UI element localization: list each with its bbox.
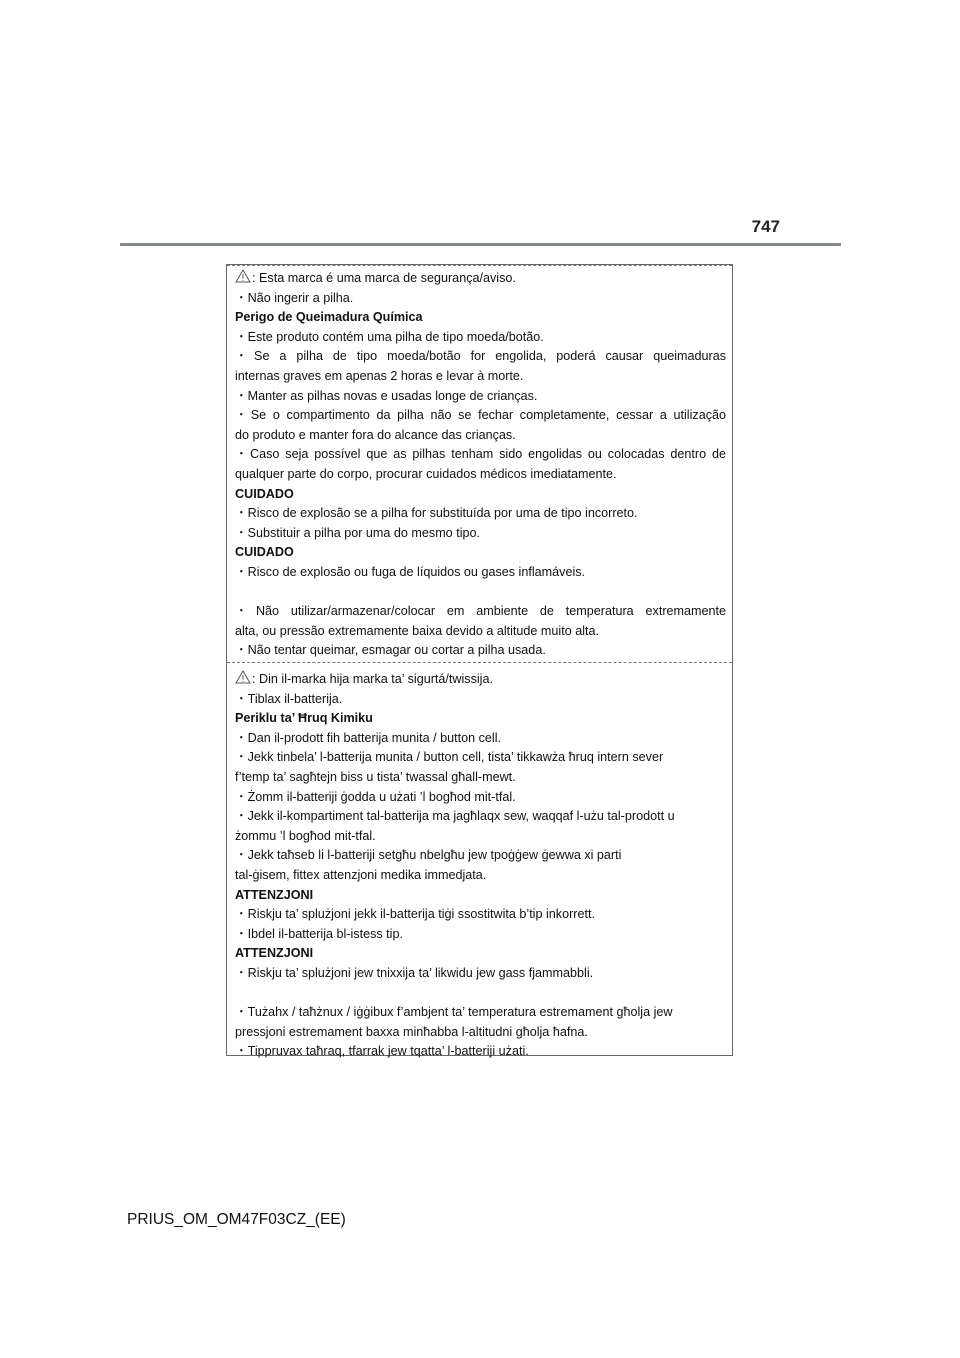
mt-explosion-incorrect: ・ Riskju ta’ splużjoni jekk il-batterija tiġi ssostitwita b’tip inkorrett. <box>235 905 726 925</box>
pt-swallowed-line-2: qualquer parte do corpo, procurar cuidados médicos imediatamente. <box>235 466 617 481</box>
warning-triangle-icon <box>235 670 251 684</box>
mt-compartment-line-1: ・ Jekk il-kompartiment tal-batterija ma jagħlaqx sew, waqqaf l-użu tal-prodott u <box>235 807 726 827</box>
pt-caution-heading-1: CUIDADO <box>235 486 294 501</box>
mt-swallowed-line-1: ・ Jekk taħseb li l-batteriji setgħu nbelgħu jew tpoġġew ġewwa xi parti <box>235 846 726 866</box>
mt-no-burn: ・ Tippruvax taħraq, tfarrak jew tqatta’ l-batteriji użati. <box>235 1042 726 1062</box>
mt-replace-same: ・ Ibdel il-batterija bl-istess tip. <box>235 925 726 945</box>
pt-compartment-line-1: ・ Se o compartimento da pilha não se fechar completamente, cessar a utilização <box>235 406 726 426</box>
pt-icon-note-line <box>235 269 726 289</box>
pt-no-ingest: ・ Não ingerir a pilha. <box>235 289 726 309</box>
mt-temperature-line-1: ・ Tużahx / taħżnux / iġġibux f’ambjent ta’ temperatura estremament għolja jew <box>235 1003 726 1023</box>
mt-icon-note: : Din il-marka hija marka ta’ sigurtá/twissija. <box>252 672 493 686</box>
mt-coin-cell: ・ Dan il-prodott fih batterija munita / button cell. <box>235 729 726 749</box>
pt-swallowed-line-1: ・ Caso seja possível que as pilhas tenham sido engolidas ou colocadas dentro de <box>235 445 726 465</box>
pt-keep-away: ・ Manter as pilhas novas e usadas longe de crianças. <box>235 387 726 407</box>
battery-warning-box <box>226 264 733 1059</box>
pt-no-burn: ・ Não tentar queimar, esmagar ou cortar a pilha usada. <box>235 641 726 661</box>
mt-caution-heading-1: ATTENZJONI <box>235 887 314 902</box>
pt-spacer <box>235 583 726 603</box>
mt-caution-heading-2: ATTENZJONI <box>235 946 314 961</box>
pt-swallow-line-2: internas graves em apenas 2 horas e levar à morte. <box>235 368 524 383</box>
pt-temperature-line-1: ・ Não utilizar/armazenar/colocar em ambiente de temperatura extremamente <box>235 602 726 622</box>
pt-replace-same: ・ Substituir a pilha por uma do mesmo tipo. <box>235 524 726 544</box>
maltese-section <box>235 670 726 1062</box>
pt-caution-heading-2: CUIDADO <box>235 545 294 560</box>
mt-icon-note-line <box>235 670 726 690</box>
warning-triangle-icon <box>235 269 251 283</box>
mt-keep-away: ・ Żomm il-batteriji ġodda u użati ’l bogħod mit-tfal. <box>235 788 726 808</box>
portuguese-section <box>235 269 726 661</box>
mt-swallow-line-2: f’temp ta’ sagħtejn biss u tista’ twassal għall-mewt. <box>235 769 516 784</box>
mt-heading-chemical-burn: Periklu ta’ Ħruq Kimiku <box>235 711 373 726</box>
mt-no-ingest: ・ Tiblax il-batterija. <box>235 690 726 710</box>
mt-spacer <box>235 984 726 1004</box>
pt-explosion-incorrect: ・ Risco de explosão se a pilha for substituída por uma de tipo incorreto. <box>235 504 726 524</box>
box-top-dashed-border <box>227 265 732 266</box>
pt-swallow-line-1: ・ Se a pilha de tipo moeda/botão for engolida, poderá causar queimaduras <box>235 347 726 367</box>
document-code: PRIUS_OM_OM47F03CZ_(EE) <box>127 1211 346 1228</box>
pt-coin-cell: ・ Este produto contém uma pilha de tipo moeda/botão. <box>235 328 726 348</box>
mt-explosion-leak: ・ Riskju ta’ splużjoni jew tnixxija ta’ likwidu jew gass fjammabbli. <box>235 964 726 984</box>
pt-temperature-line-2: alta, ou pressão extremamente baixa devido a altitude muito alta. <box>235 623 600 638</box>
mt-swallowed-line-2: tal-ġisem, fittex attenzjoni medika immedjata. <box>235 867 487 882</box>
pt-explosion-leak: ・ Risco de explosão ou fuga de líquidos ou gases inflamáveis. <box>235 563 726 583</box>
pt-icon-note: : Esta marca é uma marca de segurança/aviso. <box>252 271 516 285</box>
section-divider <box>227 662 732 663</box>
mt-temperature-line-2: pressjoni estremament baxxa minħabba l-altitudni għolja ħafna. <box>235 1024 588 1039</box>
pt-heading-chemical-burn: Perigo de Queimadura Química <box>235 310 423 325</box>
page-number: 747 <box>751 217 780 236</box>
mt-swallow-line-1: ・ Jekk tinbela’ l-batterija munita / button cell, tista’ tikkawża ħruq intern sever <box>235 748 726 768</box>
pt-compartment-line-2: do produto e manter fora do alcance das crianças. <box>235 427 516 442</box>
mt-compartment-line-2: żommu ’l bogħod mit-tfal. <box>235 828 376 843</box>
header-rule <box>120 243 841 246</box>
